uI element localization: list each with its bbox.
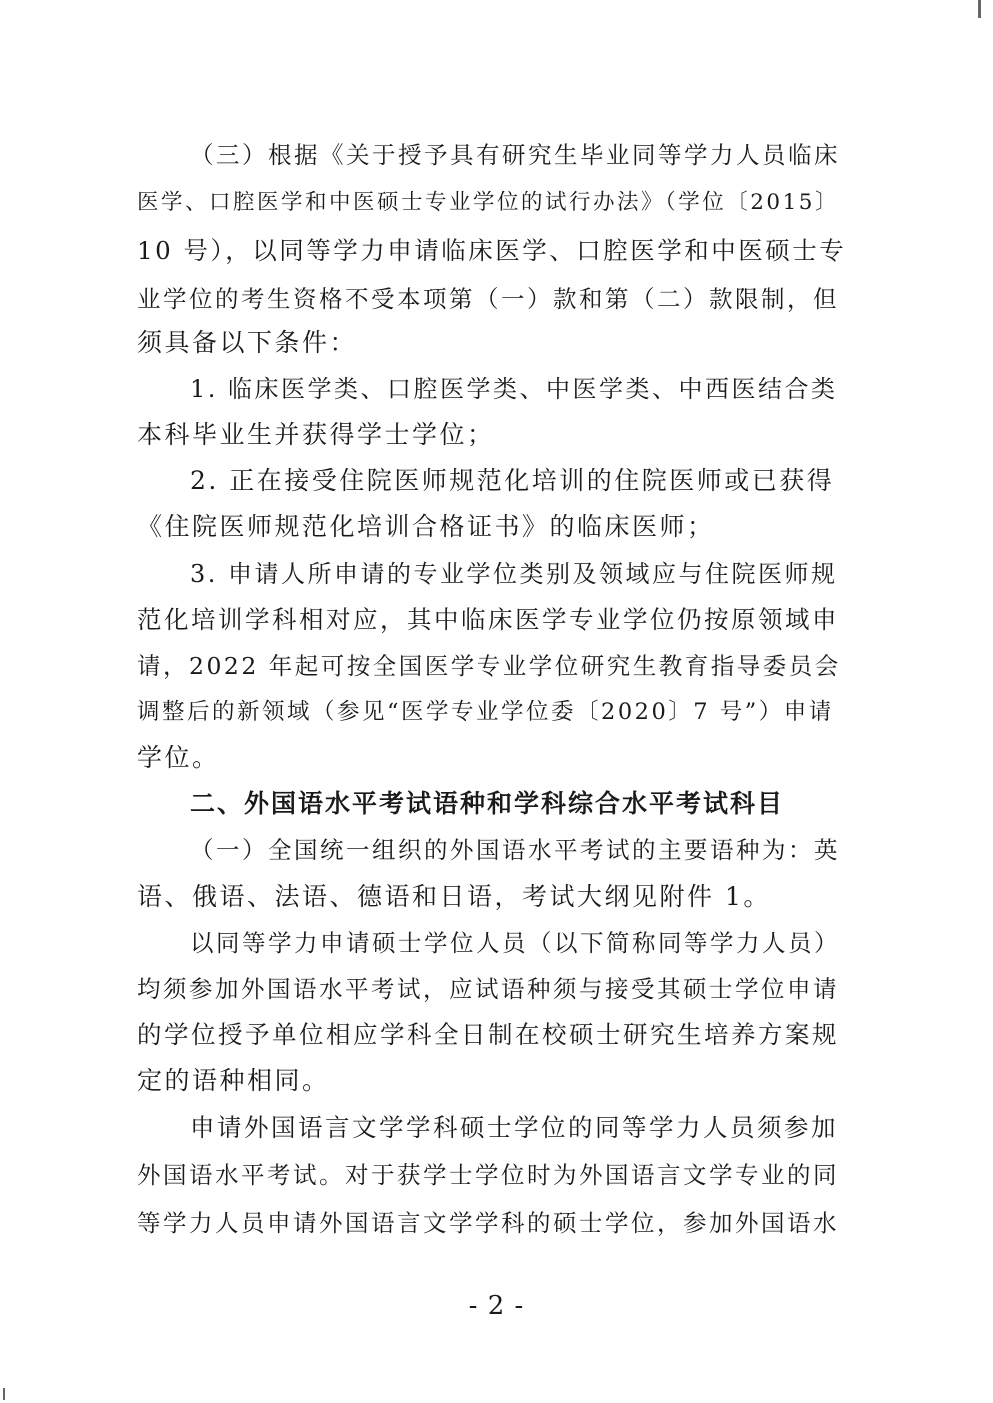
scan-edge-mark xyxy=(3,1388,5,1400)
list-item-line: 学位。 xyxy=(137,743,220,772)
list-item-line: 请，2022 年起可按全国医学专业学位研究生教育指导委员会 xyxy=(137,652,841,680)
list-item-line: 1. 临床医学类、口腔医学类、中医学类、中西医结合类 xyxy=(190,375,838,403)
section-heading: 二、外国语水平考试语种和学科综合水平考试科目 xyxy=(190,789,785,818)
paragraph-line: 的学位授予单位相应学科全日制在校硕士研究生培养方案规 xyxy=(137,1020,839,1049)
paragraph-line: 须具备以下条件： xyxy=(137,328,358,357)
paragraph-line: 以同等学力申请硕士学位人员（以下简称同等学力人员） xyxy=(190,929,840,957)
page-number: - 2 - xyxy=(468,1291,525,1321)
paragraph-line: 等学力人员申请外国语言文学学科的硕士学位，参加外国语水 xyxy=(137,1209,839,1237)
paragraph-line: （三）根据《关于授予具有研究生毕业同等学力人员临床 xyxy=(190,141,840,169)
paragraph-line: 业学位的考生资格不受本项第（一）款和第（二）款限制，但 xyxy=(137,285,839,313)
paragraph-line: 医学、口腔医学和中医硕士专业学位的试行办法》（学位〔2015〕 xyxy=(137,190,839,215)
list-item-line: 3. 申请人所申请的专业学位类别及领域应与住院医师规 xyxy=(190,560,838,588)
paragraph-line: 外国语水平考试。对于获学士学位时为外国语言文学专业的同 xyxy=(137,1161,839,1189)
paragraph-line: 均须参加外国语水平考试，应试语种须与接受其硕士学位申请 xyxy=(137,975,839,1003)
list-item-line: 本科毕业生并获得学士学位； xyxy=(137,420,495,449)
paragraph-line: 10 号），以同等学力申请临床医学、口腔医学和中医硕士专 xyxy=(137,236,847,265)
list-item-line: 调整后的新领域（参见“医学专业学位委〔2020〕7 号”）申请 xyxy=(137,699,834,725)
list-item-line: 范化培训学科相对应，其中临床医学专业学位仍按原领域申 xyxy=(137,605,839,634)
paragraph-line: 语、俄语、法语、德语和日语，考试大纲见附件 1。 xyxy=(137,882,771,911)
paragraph-line: 定的语种相同。 xyxy=(137,1066,330,1095)
scan-edge-mark xyxy=(978,0,981,18)
paragraph-line: （一）全国统一组织的外国语水平考试的主要语种为：英 xyxy=(190,836,840,864)
list-item-line: 2. 正在接受住院医师规范化培训的住院医师或已获得 xyxy=(190,466,835,495)
list-item-line: 《住院医师规范化培训合格证书》的临床医师； xyxy=(137,512,715,541)
paragraph-line: 申请外国语言文学学科硕士学位的同等学力人员须参加 xyxy=(190,1113,838,1142)
